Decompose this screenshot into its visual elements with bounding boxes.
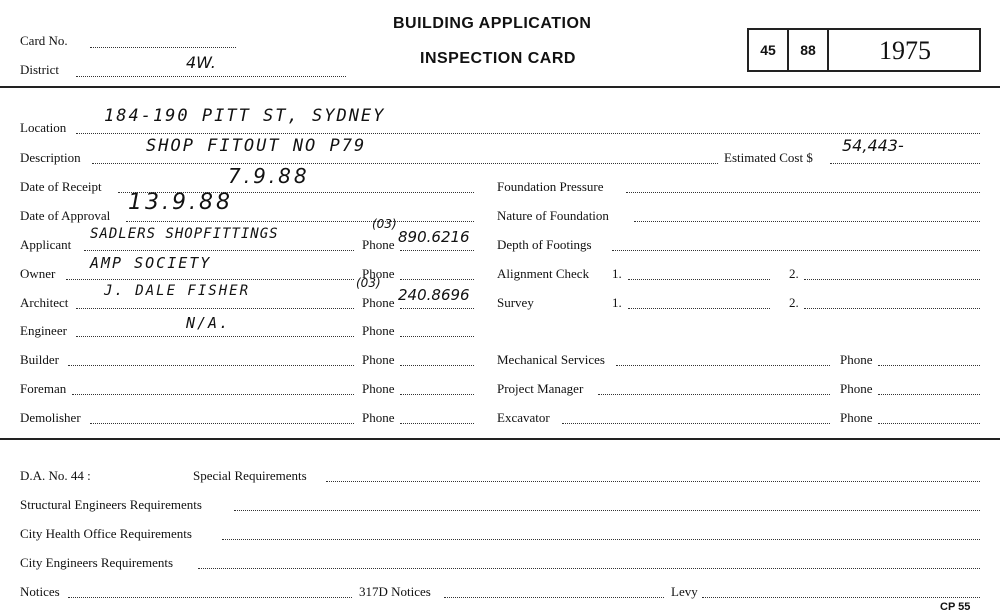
engineer-phone-line bbox=[400, 336, 474, 337]
demolisher-line bbox=[90, 423, 354, 424]
foreman-label: Foreman bbox=[20, 381, 67, 396]
city-engineers-line bbox=[198, 568, 980, 569]
demolisher-label: Demolisher bbox=[20, 410, 81, 425]
depth-footings-line bbox=[612, 250, 980, 251]
alignment-check-2: 2. bbox=[789, 266, 799, 281]
description-line bbox=[92, 163, 718, 164]
header-rule bbox=[0, 86, 1000, 88]
project-manager-phone-line bbox=[878, 394, 980, 395]
nature-foundation-label: Nature of Foundation bbox=[497, 208, 609, 223]
architect-line bbox=[76, 308, 354, 309]
middle-rule bbox=[0, 438, 1000, 440]
demolisher-phone-label: Phone bbox=[362, 410, 395, 425]
project-manager-phone-label: Phone bbox=[840, 381, 873, 396]
description-label: Description bbox=[20, 150, 81, 165]
foundation-pressure-label: Foundation Pressure bbox=[497, 179, 604, 194]
survey-line-2 bbox=[804, 308, 980, 309]
survey-1: 1. bbox=[612, 295, 622, 310]
alignment-check-line-2 bbox=[804, 279, 980, 280]
alignment-check-label: Alignment Check bbox=[497, 266, 590, 281]
notices-line bbox=[68, 597, 352, 598]
engineer-phone-label: Phone bbox=[362, 323, 395, 338]
special-requirements-label: Special Requirements bbox=[193, 468, 307, 483]
mechanical-phone-label: Phone bbox=[840, 352, 873, 367]
owner-phone-line bbox=[400, 279, 474, 280]
applicant-value: SADLERS SHOPFITTINGS bbox=[90, 226, 279, 242]
estimated-cost-line bbox=[830, 163, 980, 164]
levy-label: Levy bbox=[671, 584, 698, 599]
survey-2: 2. bbox=[789, 295, 799, 310]
foreman-phone-line bbox=[400, 394, 474, 395]
date-receipt-value: 7.9.88 bbox=[228, 164, 310, 188]
architect-phone-line bbox=[400, 308, 474, 309]
mechanical-phone-line bbox=[878, 365, 980, 366]
foundation-pressure-line bbox=[626, 192, 980, 193]
owner-phone-label: Phone bbox=[362, 266, 395, 281]
applicant-phone-line bbox=[400, 250, 474, 251]
location-label: Location bbox=[20, 120, 67, 135]
excavator-phone-label: Phone bbox=[840, 410, 873, 425]
mechanical-services-label: Mechanical Services bbox=[497, 352, 605, 367]
location-line bbox=[76, 133, 980, 134]
levy-line bbox=[702, 597, 980, 598]
title-inspection-card: INSPECTION CARD bbox=[420, 50, 576, 67]
depth-footings-label: Depth of Footings bbox=[497, 237, 592, 252]
survey-label: Survey bbox=[497, 295, 534, 310]
owner-value: AMP SOCIETY bbox=[90, 254, 212, 272]
applicant-phone-area: (03) bbox=[372, 217, 397, 231]
form-code: CP 55 bbox=[940, 601, 971, 613]
card-number-box bbox=[827, 28, 981, 72]
applicant-line bbox=[84, 250, 354, 251]
date-approval-value: 13.9.88 bbox=[128, 190, 233, 215]
architect-phone-area: (03) bbox=[356, 276, 381, 290]
district-line bbox=[76, 76, 346, 77]
box-88: 88 bbox=[787, 28, 829, 72]
builder-line bbox=[68, 365, 354, 366]
owner-line bbox=[66, 279, 354, 280]
box-45: 45 bbox=[747, 28, 789, 72]
excavator-label: Excavator bbox=[497, 410, 550, 425]
date-receipt-label: Date of Receipt bbox=[20, 179, 102, 194]
architect-phone-label: Phone bbox=[362, 295, 395, 310]
foreman-line bbox=[72, 394, 354, 395]
location-value: 184-190 PITT ST, SYDNEY bbox=[104, 106, 386, 126]
demolisher-phone-line bbox=[400, 423, 474, 424]
card-no-line bbox=[90, 47, 236, 48]
project-manager-line bbox=[598, 394, 830, 395]
architect-value: J. DALE FISHER bbox=[104, 283, 251, 299]
engineer-line bbox=[76, 336, 354, 337]
estimated-cost-label: Estimated Cost $ bbox=[724, 150, 813, 165]
notices-label: Notices bbox=[20, 584, 60, 599]
mechanical-services-line bbox=[616, 365, 830, 366]
foreman-phone-label: Phone bbox=[362, 381, 395, 396]
city-health-label: City Health Office Requirements bbox=[20, 526, 192, 541]
excavator-line bbox=[562, 423, 830, 424]
description-value: SHOP FITOUT NO P79 bbox=[146, 136, 367, 156]
special-requirements-line bbox=[326, 481, 980, 482]
notices-317d-label: 317D Notices bbox=[359, 584, 431, 599]
nature-foundation-line bbox=[634, 221, 980, 222]
excavator-phone-line bbox=[878, 423, 980, 424]
alignment-check-1: 1. bbox=[612, 266, 622, 281]
applicant-label: Applicant bbox=[20, 237, 72, 252]
builder-phone-label: Phone bbox=[362, 352, 395, 367]
architect-phone-value: 240.8696 bbox=[398, 286, 470, 304]
alignment-check-line-1 bbox=[628, 279, 770, 280]
notices-317d-line bbox=[444, 597, 664, 598]
district-label: District bbox=[20, 62, 59, 77]
date-approval-label: Date of Approval bbox=[20, 208, 111, 223]
builder-phone-line bbox=[400, 365, 474, 366]
engineer-label: Engineer bbox=[20, 323, 67, 338]
da-no-label: D.A. No. 44 : bbox=[20, 468, 91, 483]
estimated-cost-value: 54,443- bbox=[842, 136, 904, 155]
architect-label: Architect bbox=[20, 295, 69, 310]
card-number: 1975 bbox=[879, 36, 931, 65]
date-approval-line bbox=[126, 221, 474, 222]
structural-engineers-label: Structural Engineers Requirements bbox=[20, 497, 202, 512]
engineer-value: N/A. bbox=[186, 314, 231, 332]
structural-engineers-line bbox=[234, 510, 980, 511]
owner-label: Owner bbox=[20, 266, 56, 281]
title-building-application: BUILDING APPLICATION bbox=[393, 15, 592, 32]
survey-line-1 bbox=[628, 308, 770, 309]
district-value: 4W. bbox=[186, 53, 216, 72]
city-health-line bbox=[222, 539, 980, 540]
applicant-phone-value: 890.6216 bbox=[398, 228, 470, 246]
city-engineers-label: City Engineers Requirements bbox=[20, 555, 174, 570]
project-manager-label: Project Manager bbox=[497, 381, 584, 396]
applicant-phone-label: Phone bbox=[362, 237, 395, 252]
builder-label: Builder bbox=[20, 352, 59, 367]
card-no-label: Card No. bbox=[20, 33, 68, 48]
